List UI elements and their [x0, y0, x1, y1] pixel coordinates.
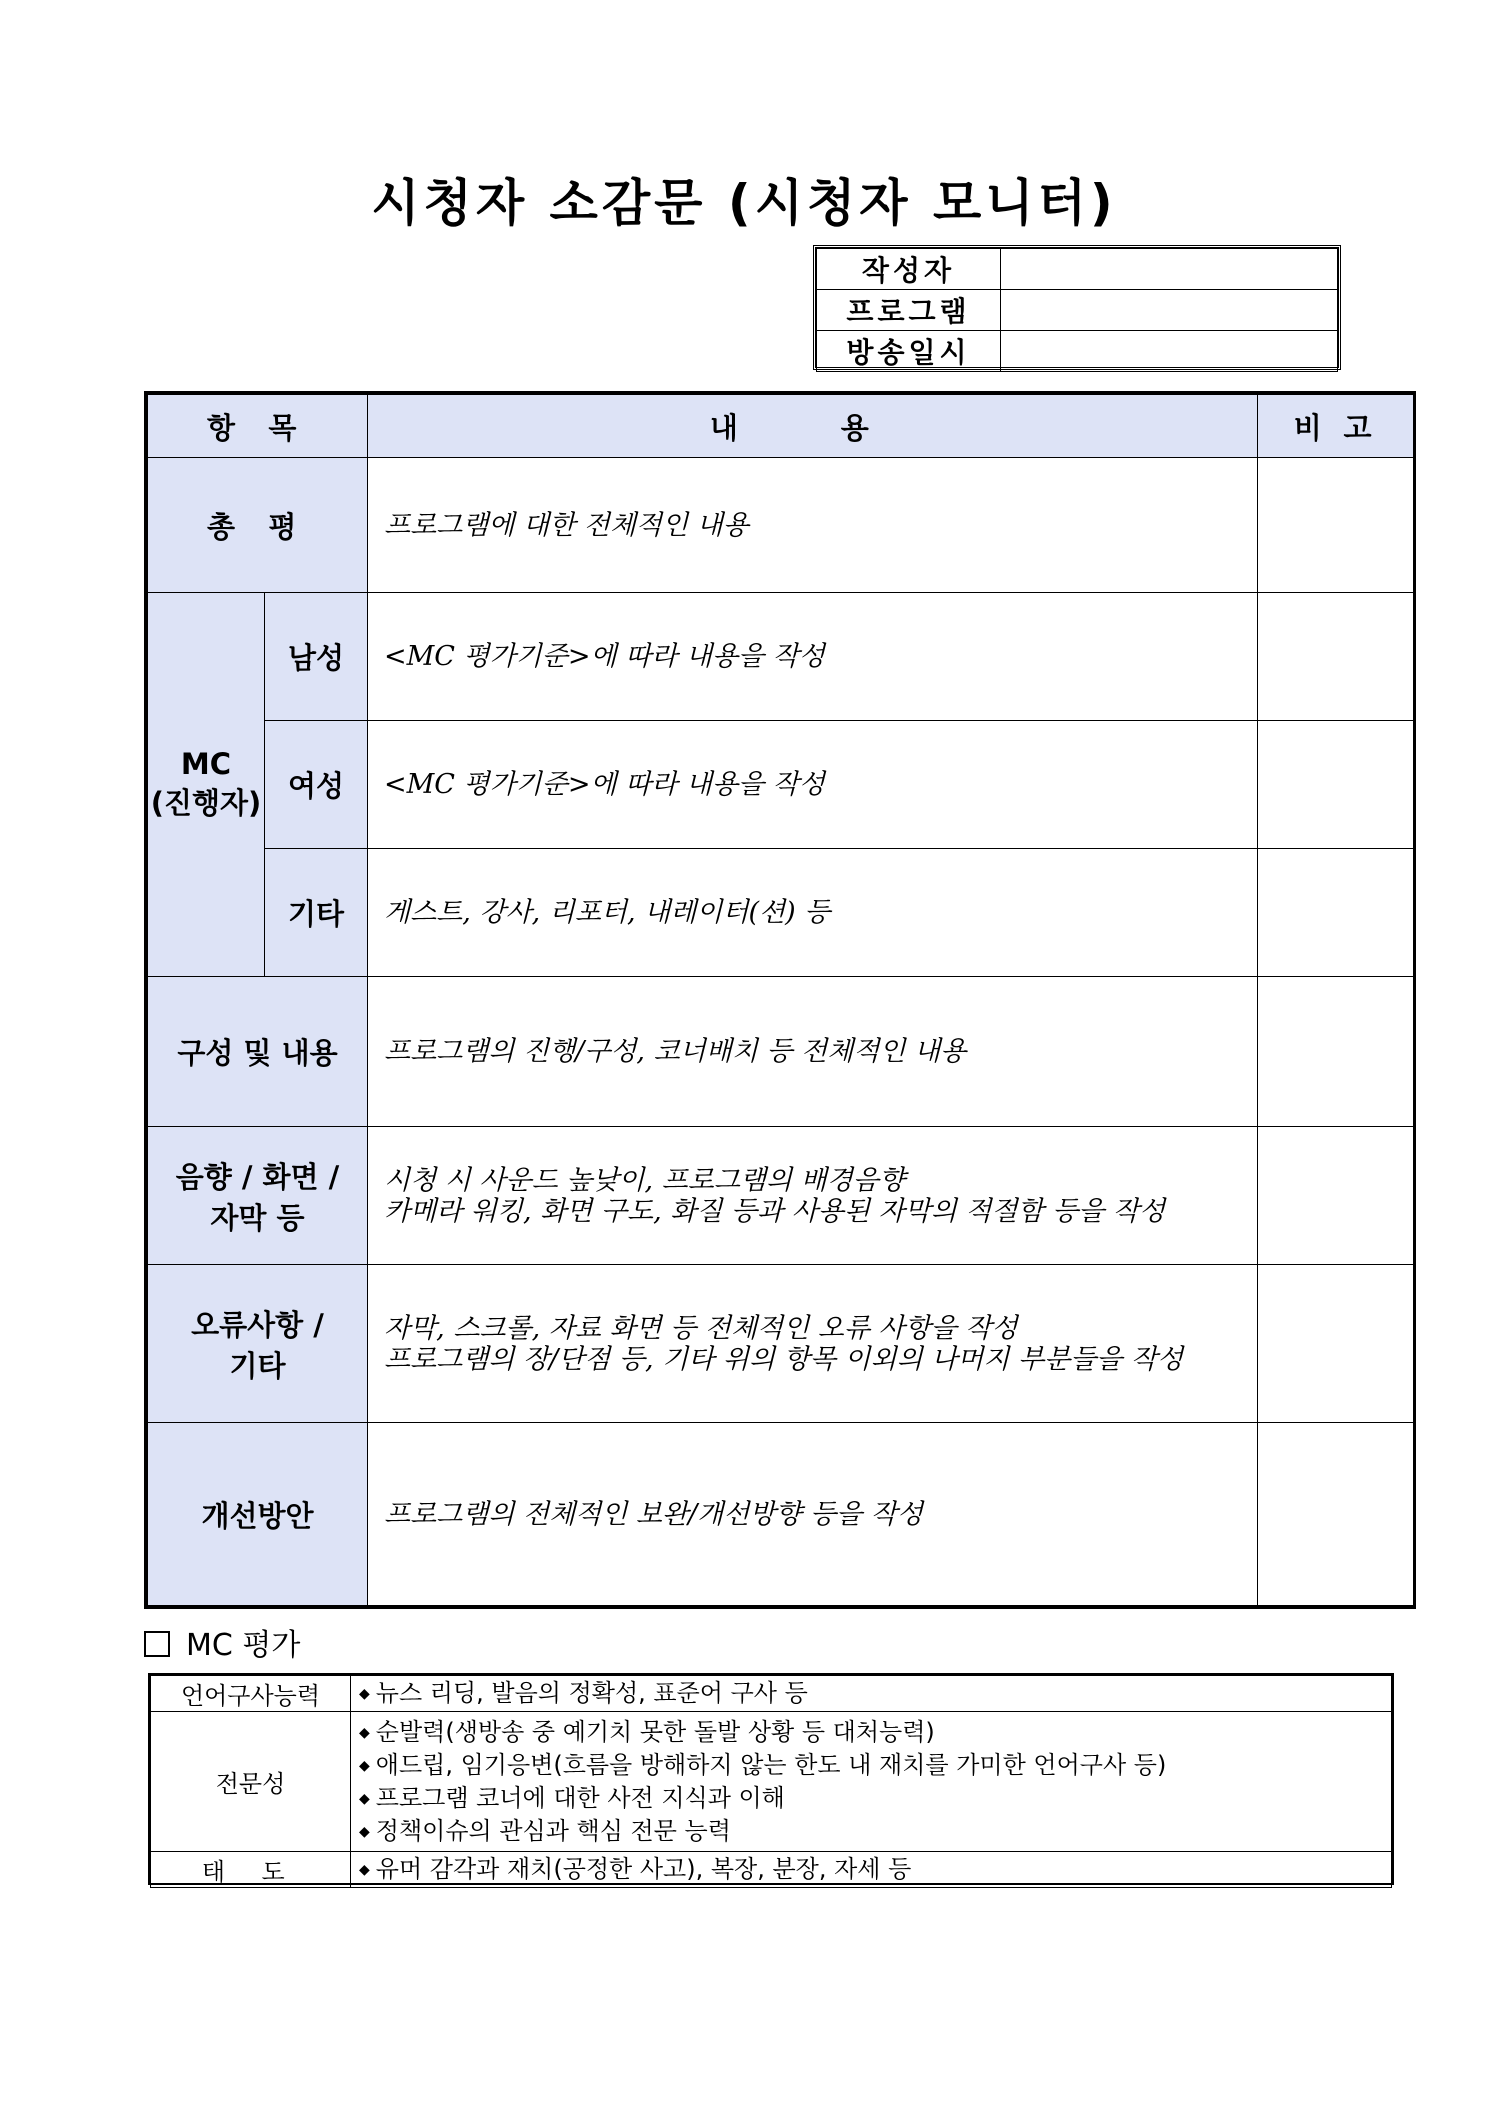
mc-other-note[interactable]: [1258, 849, 1414, 977]
composition-note[interactable]: [1258, 977, 1414, 1127]
sound-label-line2: 자막 등: [210, 1200, 305, 1235]
mc-other-content: 게스트, 강사, 리포터, 내레이터(션) 등: [368, 849, 1258, 977]
sound-label: [148, 1127, 368, 1265]
sound-label-line1: 음향 / 화면 /: [175, 1159, 340, 1194]
improve-content: 프로그램의 전체적인 보완/개선방향 등을 작성: [368, 1423, 1258, 1606]
mc-label-line1: MC: [180, 747, 232, 781]
mc-label: [148, 593, 265, 977]
errors-content-line2: 프로그램의 장/단점 등, 기타 위의 항목 이외의 나머지 부분들을 작성: [384, 1343, 1184, 1375]
airdate-field[interactable]: [1001, 331, 1338, 372]
sound-content-line1: 시청 시 사운드 높낮이, 프로그램의 배경음향: [384, 1164, 905, 1196]
writer-info-box: [813, 245, 1341, 370]
errors-label-line2: 기타: [229, 1348, 286, 1383]
errors-note[interactable]: [1258, 1265, 1414, 1423]
overall-content: 프로그램에 대한 전체적인 내용: [368, 458, 1258, 593]
improve-note[interactable]: [1258, 1423, 1414, 1606]
mc-female-note[interactable]: [1258, 721, 1414, 849]
mc-eval-row-items: [351, 1676, 1392, 1712]
mc-male-note[interactable]: [1258, 593, 1414, 721]
review-table: [144, 391, 1416, 1609]
sound-content: [368, 1127, 1258, 1265]
list-item: ◆ 애드립, 임기응변(흐름을 방해하지 않는 한도 내 재치를 가미한 언어구사 등): [359, 1750, 1167, 1779]
writer-label: 작성자: [817, 249, 1001, 290]
list-item: ◆ 유머 감각과 재치(공정한 사고), 복장, 분장, 자세 등: [359, 1855, 912, 1883]
sound-content-line2: 카메라 워킹, 화면 구도, 화질 등과 사용된 자막의 적절함 등을 작성: [384, 1195, 1166, 1227]
mc-eval-row-label: 전문성: [151, 1712, 351, 1852]
list-item: ◆ 프로그램 코너에 대한 사전 지식과 이해: [359, 1783, 785, 1812]
errors-content-line1: 자막, 스크롤, 자료 화면 등 전체적인 오류 사항을 작성: [384, 1312, 1018, 1344]
sound-note[interactable]: [1258, 1127, 1414, 1265]
header-note: 비 고: [1258, 395, 1414, 458]
composition-label: 구성 및 내용: [148, 977, 368, 1127]
improve-label: 개선방안: [148, 1423, 368, 1606]
mc-eval-row-items: [351, 1852, 1392, 1888]
mc-male-label: 남성: [265, 593, 368, 721]
mc-eval-row-label: 태 도: [151, 1852, 351, 1888]
mc-other-label: 기타: [265, 849, 368, 977]
mc-female-label: 여성: [265, 721, 368, 849]
errors-content: [368, 1265, 1258, 1423]
bullet-icon: ◆: [359, 1686, 370, 1702]
list-item: ◆ 정책이슈의 관심과 핵심 전문 능력: [359, 1816, 731, 1845]
overall-label: 총 평: [148, 458, 368, 593]
errors-label: [148, 1265, 368, 1423]
bullet-icon: ◆: [359, 1823, 370, 1840]
overall-note[interactable]: [1258, 458, 1414, 593]
page-title: 시청자 소감문 (시청자 모니터): [371, 174, 1117, 232]
bullet-icon: ◆: [359, 1724, 370, 1741]
mc-eval-row-items: [351, 1712, 1392, 1852]
mc-eval-table: [148, 1673, 1394, 1885]
mc-eval-title: MC 평가: [186, 1628, 301, 1663]
checkbox-icon: [144, 1631, 170, 1657]
composition-content: 프로그램의 진행/구성, 코너배치 등 전체적인 내용: [368, 977, 1258, 1127]
list-item: ◆ 뉴스 리딩, 발음의 정확성, 표준어 구사 등: [359, 1679, 808, 1707]
program-field[interactable]: [1001, 290, 1338, 331]
header-content: 내 용: [368, 395, 1258, 458]
program-label: 프로그램: [817, 290, 1001, 331]
mc-eval-row-label: 언어구사능력: [151, 1676, 351, 1712]
errors-label-line1: 오류사항 /: [191, 1307, 324, 1342]
airdate-label: 방송일시: [817, 331, 1001, 372]
bullet-icon: ◆: [359, 1757, 370, 1774]
list-item: ◆ 순발력(생방송 중 예기치 못한 돌발 상황 등 대처능력): [359, 1717, 935, 1746]
mc-male-content: <MC 평가기준>에 따라 내용을 작성: [368, 593, 1258, 721]
bullet-icon: ◆: [359, 1862, 370, 1878]
mc-eval-heading: [144, 1626, 300, 1666]
bullet-icon: ◆: [359, 1790, 370, 1807]
writer-field[interactable]: [1001, 249, 1338, 290]
mc-female-content: <MC 평가기준>에 따라 내용을 작성: [368, 721, 1258, 849]
mc-label-line2: (진행자): [150, 786, 262, 820]
header-item: 항 목: [148, 395, 368, 458]
